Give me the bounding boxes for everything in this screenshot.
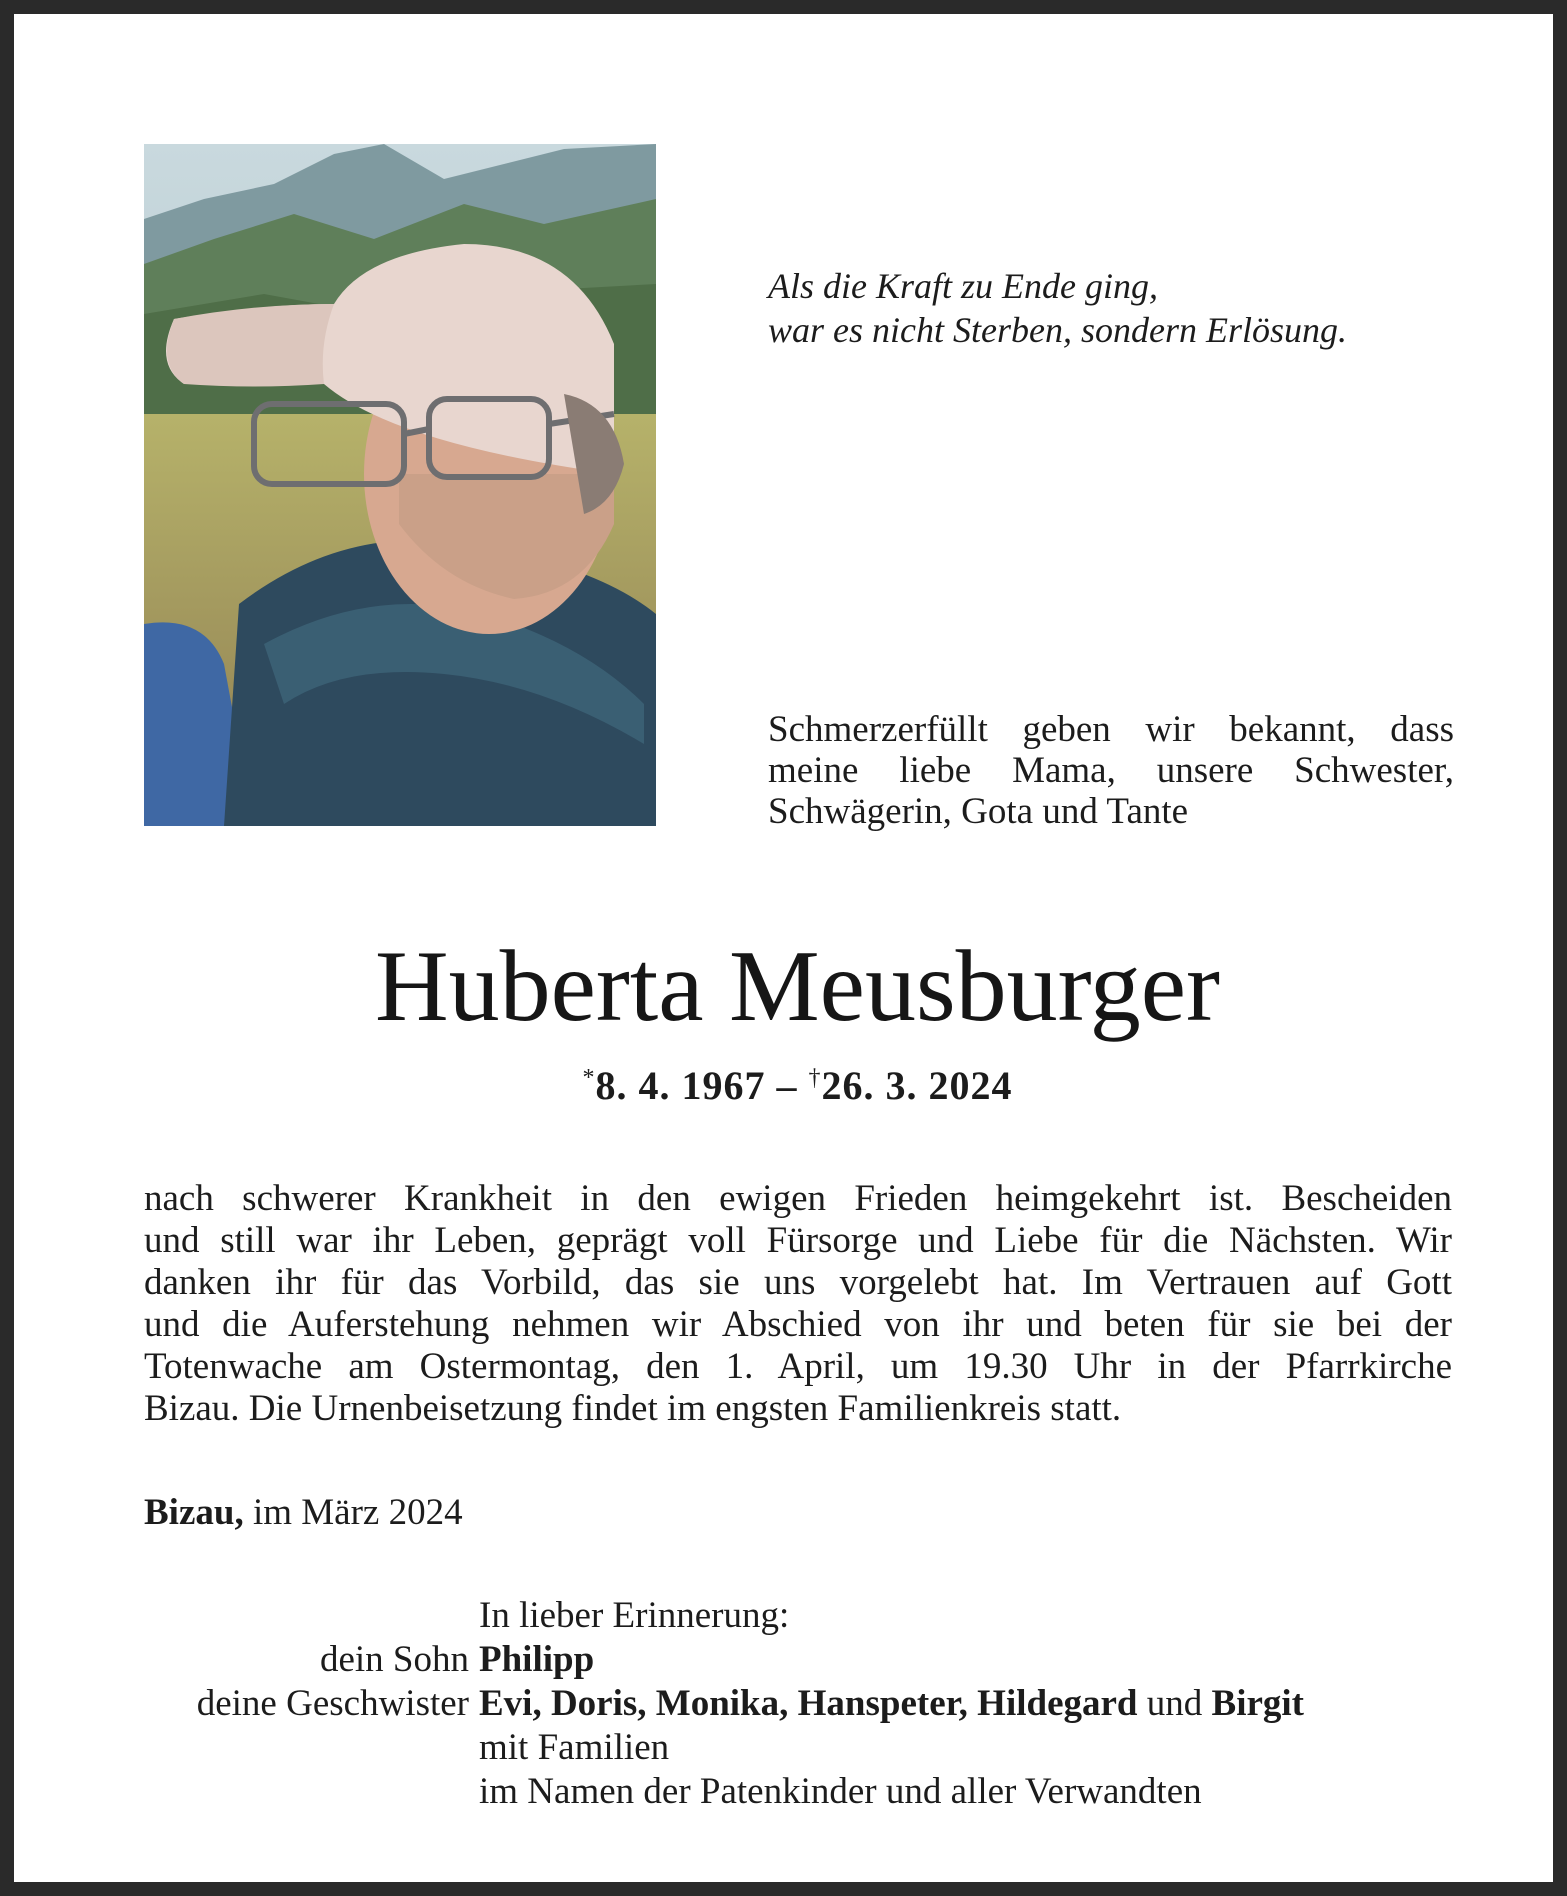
birth-symbol: * (582, 1065, 596, 1091)
place-town: Bizau, (144, 1492, 244, 1533)
signoff-heading: In lieber Erinnerung: (479, 1595, 790, 1636)
siblings-names: Evi, Doris, Monika, Hanspeter, Hildegard (479, 1683, 1138, 1724)
life-dates (14, 1056, 1567, 1108)
body-line: Bizau. Die Urnenbeisetzung findet im engsten Familienkreis statt. (144, 1388, 1122, 1429)
son-row (144, 1638, 1474, 1682)
intro-line-3: Schwägerin, Gota und Tante (768, 791, 1189, 832)
son-name: Philipp (479, 1639, 595, 1680)
portrait-illustration (144, 144, 656, 826)
death-date: 26. 3. 2024 (821, 1063, 1013, 1108)
body-line: Totenwache am Ostermontag, den 1. April, um 19.30 Uhr in der Pfarrkirche (144, 1346, 1452, 1387)
deceased-name: Huberta Meusburger (374, 930, 1221, 1043)
closing-row (144, 1770, 1474, 1814)
motto-line-2: war es nicht Sterben, sondern Erlösung. (768, 310, 1347, 350)
body-line: und die Auferstehung nehmen wir Abschied von ihr und beten für sie bei der (144, 1304, 1452, 1345)
siblings-names-wrap (479, 1682, 1474, 1726)
son-label: dein Sohn (319, 1639, 469, 1680)
body-line: nach schwerer Krankheit in den ewigen Frieden heimgekehrt ist. Bescheiden (144, 1178, 1452, 1219)
siblings-row (144, 1682, 1474, 1726)
body-line: danken ihr für das Vorbild, das sie uns vorgelebt hat. Im Vertrauen auf Gott (144, 1262, 1452, 1303)
signoff-heading-row (144, 1594, 1474, 1638)
intro-line-1: Schmerzerfüllt geben wir bekannt, dass (768, 709, 1454, 750)
obituary-body (144, 1178, 1452, 1430)
families-row (144, 1726, 1474, 1770)
portrait-photo (144, 144, 656, 826)
closing-text: im Namen der Patenkinder und aller Verwandten (479, 1771, 1202, 1812)
announcement-intro (768, 709, 1454, 832)
families-text: mit Familien (479, 1727, 670, 1768)
siblings-label: deine Geschwister (196, 1683, 469, 1724)
siblings-last: Birgit (1211, 1683, 1304, 1724)
birth-date: 8. 4. 1967 (595, 1063, 766, 1108)
place-date: im März 2024 (243, 1492, 463, 1533)
motto-line-1: Als die Kraft zu Ende ging, (768, 266, 1158, 306)
body-line: und still war ihr Leben, geprägt voll Fürsorge und Liebe für die Nächsten. Wir (144, 1220, 1452, 1261)
motto-quote (768, 264, 1528, 352)
mourners-signoff (144, 1594, 1474, 1814)
death-symbol: † (808, 1065, 822, 1091)
date-separator: – (765, 1063, 809, 1108)
intro-line-2: meine liebe Mama, unsere Schwester, (768, 750, 1454, 791)
place-and-date (144, 1492, 463, 1534)
siblings-and: und (1137, 1683, 1212, 1724)
